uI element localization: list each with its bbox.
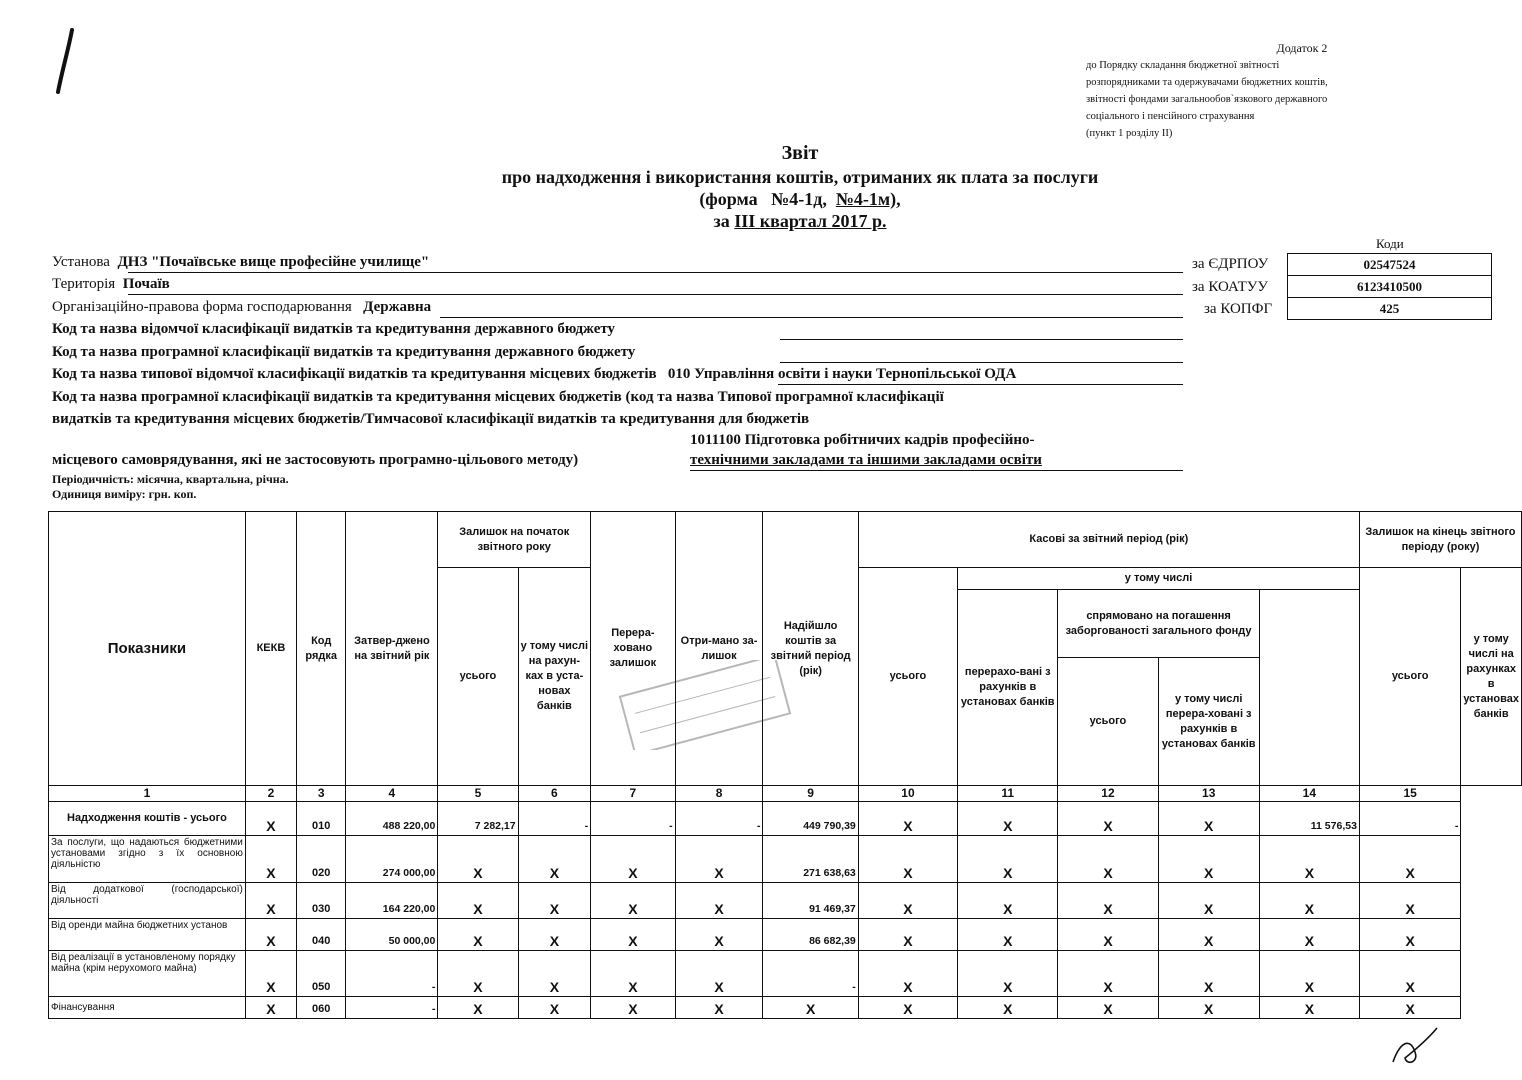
cell-c10: X	[858, 883, 957, 919]
cell-c14: X	[1259, 883, 1359, 919]
org-form-value: Державна	[363, 299, 432, 315]
cell-c14: X	[1259, 919, 1359, 951]
table-row	[49, 883, 1522, 919]
appendix-line: (пункт 1 розділу II)	[1086, 128, 1173, 139]
hdr-row-code: Код рядка	[297, 512, 346, 786]
row-code: 050	[297, 951, 346, 997]
vidomcha-line	[52, 321, 615, 338]
institution-label: Установа	[52, 254, 110, 270]
appendix-title: Додаток 2	[1276, 41, 1328, 55]
row-code: 020	[297, 836, 346, 883]
cell-c11: X	[958, 997, 1058, 1019]
cell-c7: X	[591, 836, 676, 883]
hdr-kekv: КЕКВ	[245, 512, 296, 786]
title-forms	[300, 188, 1300, 210]
prog-local-label-3: місцевого самоврядування, які не застосовують програмно-цільового методу)	[52, 452, 579, 468]
cell-c8: X	[675, 951, 763, 997]
hdr-approved: Затвер-джено на звітний рік	[346, 512, 438, 786]
codes-table	[1287, 253, 1492, 320]
cell-c7: X	[591, 919, 676, 951]
row-code: 040	[297, 919, 346, 951]
row-kekv: X	[245, 883, 296, 919]
hdr-balance-start: Залишок на початок звітного року	[438, 512, 591, 568]
cell-c12: X	[1058, 951, 1158, 997]
handwritten-mark	[50, 26, 80, 96]
unit-of-measure: Одиниця виміру: грн. коп.	[52, 487, 197, 501]
cell-c15: X	[1359, 883, 1460, 919]
cell-c15: X	[1359, 997, 1460, 1019]
cell-c13: X	[1158, 836, 1259, 883]
cell-c5: X	[438, 997, 518, 1019]
prog-value-1	[690, 432, 1035, 449]
cell-c5: 7 282,17	[438, 802, 518, 836]
cell-c8: X	[675, 919, 763, 951]
cell-c9: X	[763, 997, 858, 1019]
org-form-line	[52, 299, 431, 316]
cell-c11: X	[958, 951, 1058, 997]
prog-value-2	[690, 452, 1042, 469]
cell-c5: X	[438, 883, 518, 919]
cell-c13: X	[1158, 919, 1259, 951]
code-value-edrpou: 02547524	[1288, 254, 1492, 276]
signature	[1385, 1022, 1445, 1072]
hdr-transferred: Перера-ховано залишок	[591, 512, 676, 786]
table-row	[49, 802, 1522, 836]
hdr-end-incl-bank: у тому числі на рахунках в установах банків	[1461, 568, 1522, 786]
code-label-koatuu: за КОАТУУ	[1192, 279, 1268, 295]
code-value-koatuu: 6123410500	[1288, 276, 1492, 298]
row-kekv: X	[245, 802, 296, 836]
row-name: Від реалізації в установленому порядку майна (крім нерухомого майна)	[49, 951, 246, 997]
cell-c11: X	[958, 919, 1058, 951]
row-name: Від додаткової (господарської) діяльності	[49, 883, 246, 919]
cell-c14: X	[1259, 836, 1359, 883]
row-kekv: X	[245, 997, 296, 1019]
cell-c9: 86 682,39	[763, 919, 858, 951]
hdr-directed-total: усього	[1058, 658, 1158, 786]
col-number: 13	[1158, 786, 1259, 802]
hdr-balance-end: Залишок на кінець звітного періоду (року)	[1359, 512, 1521, 568]
prog-local-line-1	[52, 389, 944, 406]
cell-c6: X	[518, 883, 591, 919]
institution-line	[52, 254, 429, 271]
cell-c7: -	[591, 802, 676, 836]
cell-c13: X	[1158, 883, 1259, 919]
cell-c9: 271 638,63	[763, 836, 858, 883]
table-row	[49, 919, 1522, 951]
cell-c14: X	[1259, 997, 1359, 1019]
col-number: 3	[297, 786, 346, 802]
col-number: 6	[518, 786, 591, 802]
cell-c12: X	[1058, 919, 1158, 951]
cell-c12: X	[1058, 802, 1158, 836]
appendix-note	[1086, 40, 1438, 142]
row-code: 030	[297, 883, 346, 919]
cell-c8: X	[675, 997, 763, 1019]
prog-local-label-1: Код та назва програмної класифікації видатків та кредитування місцевих бюджетів (код та назва Типової програмної класифікації	[52, 389, 944, 405]
table-row	[49, 836, 1522, 883]
title-period	[300, 210, 1300, 232]
cell-c9: -	[763, 951, 858, 997]
cell-c11: X	[958, 883, 1058, 919]
cell-c11: X	[958, 802, 1058, 836]
cell-c13: X	[1158, 802, 1259, 836]
code-label-edrpou: за ЄДРПОУ	[1192, 256, 1269, 272]
appendix-line: до Порядку складання бюджетної звітності	[1086, 60, 1280, 71]
title-form-prefix: (форма	[699, 189, 758, 209]
row-kekv: X	[245, 836, 296, 883]
col-number: 8	[675, 786, 763, 802]
col-number: 4	[346, 786, 438, 802]
cell-c10: X	[858, 997, 957, 1019]
cell-c15: X	[1359, 836, 1460, 883]
cell-c6: X	[518, 997, 591, 1019]
code-value-kopfg: 425	[1288, 298, 1492, 320]
row-code: 010	[297, 802, 346, 836]
hdr-cash-total: усього	[858, 568, 957, 786]
col-number: 5	[438, 786, 518, 802]
cell-c5: X	[438, 836, 518, 883]
row-name: Надходження коштів - усього	[49, 802, 246, 836]
col-number: 1	[49, 786, 246, 802]
col-number: 2	[245, 786, 296, 802]
title-form2: №4-1м),	[835, 189, 901, 209]
prog-local-label-2: видатків та кредитування місцевих бюджетів/Тимчасової класифікації видатків та кредитування для бюджетів	[52, 411, 810, 427]
cell-c7: X	[591, 997, 676, 1019]
cell-c14: 11 576,53	[1259, 802, 1359, 836]
cell-c10: X	[858, 836, 957, 883]
cell-c12: X	[1058, 997, 1158, 1019]
cell-c12: X	[1058, 883, 1158, 919]
col-number: 15	[1359, 786, 1460, 802]
title-line2: про надходження і використання коштів, отриманих як плата за послуги	[501, 167, 1099, 187]
cell-c7: X	[591, 883, 676, 919]
cell-c13: X	[1158, 997, 1259, 1019]
cell-c8: X	[675, 836, 763, 883]
cell-c7: X	[591, 951, 676, 997]
cell-c4: 50 000,00	[346, 919, 438, 951]
prog-local-line-2	[52, 411, 809, 428]
territory-value: Почаїв	[122, 276, 170, 292]
cell-c15: X	[1359, 919, 1460, 951]
row-kekv: X	[245, 951, 296, 997]
institution-value: ДНЗ "Почаївське вище професійне училище"	[117, 254, 430, 270]
typova-line	[52, 366, 1016, 383]
row-name: За послуги, що надаються бюджетними установами згідно з їх основною діяльністю	[49, 836, 246, 883]
hdr-received: Отри-мано за-лишок	[675, 512, 763, 786]
table-row	[49, 951, 1522, 997]
row-name: Фінансування	[49, 997, 246, 1019]
cell-c10: X	[858, 951, 957, 997]
org-form-label: Організаційно-правова форма господарювання	[52, 299, 352, 315]
row-code: 060	[297, 997, 346, 1019]
cell-c4: -	[346, 997, 438, 1019]
territory-label: Територія	[52, 276, 116, 292]
hdr-transferred-bank: перерахо-вані з рахунків в установах банків	[958, 590, 1058, 786]
cell-c14: X	[1259, 951, 1359, 997]
title-period-value: III квартал 2017 р.	[734, 211, 887, 231]
cell-c8: -	[675, 802, 763, 836]
cell-c6: X	[518, 919, 591, 951]
title-period-prefix: за	[713, 211, 730, 231]
row-kekv: X	[245, 919, 296, 951]
cell-c15: -	[1359, 802, 1460, 836]
col-number: 7	[591, 786, 676, 802]
hdr-end-total: усього	[1359, 568, 1460, 786]
hdr-directed: спрямовано на погашення заборгованості загального фонду	[1058, 590, 1259, 658]
cell-c4: 488 220,00	[346, 802, 438, 836]
codes-header: Коди	[1376, 236, 1404, 251]
title-line1: Звіт	[781, 142, 819, 164]
cell-c10: X	[858, 802, 957, 836]
row-name: Від оренди майна бюджетних установ	[49, 919, 246, 951]
cell-c13: X	[1158, 951, 1259, 997]
prog-local-line-3	[52, 452, 578, 469]
hdr-indicators: Показники	[49, 512, 246, 786]
prog-value-text-1: 1011100 Підготовка робітничих кадрів професійно-	[690, 432, 1035, 448]
cell-c6: X	[518, 836, 591, 883]
cell-c9: 91 469,37	[763, 883, 858, 919]
cell-c6: -	[518, 802, 591, 836]
cell-c10: X	[858, 919, 957, 951]
cell-c4: 274 000,00	[346, 836, 438, 883]
cell-c11: X	[958, 836, 1058, 883]
code-label-kopfg: за КОПФГ	[1204, 301, 1273, 317]
col-number: 9	[763, 786, 858, 802]
cell-c4: -	[346, 951, 438, 997]
cell-c9: 449 790,39	[763, 802, 858, 836]
appendix-line: звітності фондами загальнообов`язкового державного	[1086, 94, 1328, 105]
col-number: 10	[858, 786, 957, 802]
col-number: 11	[958, 786, 1058, 802]
title-form1: №4-1д,	[771, 189, 827, 209]
hdr-cash-incl: у тому числі	[958, 568, 1360, 590]
prog-value-text-2: технічними закладами та іншими закладами освіти	[690, 452, 1042, 468]
cell-c5: X	[438, 919, 518, 951]
appendix-line: розпорядниками та одержувачами бюджетних коштів,	[1086, 77, 1328, 88]
hdr-start-total: усього	[438, 568, 518, 786]
vidomcha-label: Код та назва відомчої класифікації видатків та кредитування державного бюджету	[52, 321, 616, 337]
hdr-cash: Касові за звітний період (рік)	[858, 512, 1359, 568]
cell-c5: X	[438, 951, 518, 997]
typova-value: 010 Управління освіти і науки Тернопільської ОДА	[667, 366, 1017, 382]
hdr-start-incl-bank: у тому числі на рахун-ках в уста-новах банків	[518, 568, 591, 786]
stamp-mark	[615, 660, 795, 750]
col-number: 12	[1058, 786, 1158, 802]
hdr-arrived: Надійшло коштів за звітний період (рік)	[763, 512, 858, 786]
report-table	[48, 511, 1522, 1019]
programna-label: Код та назва програмної класифікації видатків та кредитування державного бюджету	[52, 344, 636, 360]
col-number: 14	[1259, 786, 1359, 802]
report-title	[300, 140, 1300, 232]
hdr-incl-transferred-bank: у тому числі перера-ховані з рахунків в установах банків	[1158, 658, 1259, 786]
cell-c8: X	[675, 883, 763, 919]
cell-c12: X	[1058, 836, 1158, 883]
programna-line	[52, 344, 635, 361]
cell-c6: X	[518, 951, 591, 997]
appendix-line: соціального і пенсійного страхування	[1086, 111, 1255, 122]
cell-c4: 164 220,00	[346, 883, 438, 919]
territory-line	[52, 276, 170, 293]
table-row	[49, 997, 1522, 1019]
cell-c15: X	[1359, 951, 1460, 997]
periodicity: Періодичність: місячна, квартальна, річна.	[52, 472, 289, 486]
typova-label: Код та назва типової відомчої класифікації видатків та кредитування місцевих бюджетів	[52, 366, 657, 382]
